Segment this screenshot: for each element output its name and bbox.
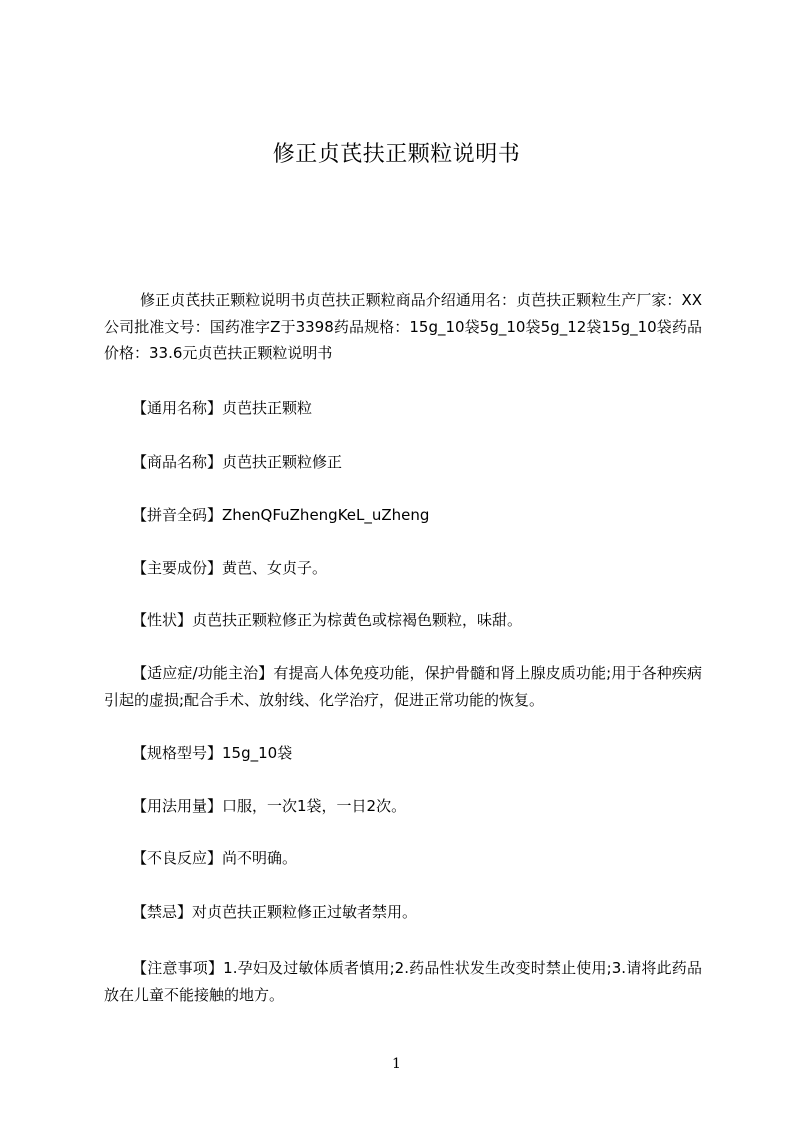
item-value: 有提高人体免疫功能，保护骨髓和肾上腺皮质功能;用于各种疾病引起的虚损;配合手术、放射线、化学治疗，促进正常功能的恢复。 [104,664,702,709]
item-trade-name [104,449,702,476]
item-label: 【规格型号】 [132,744,223,762]
item-value: 贞芭扶正颗粒 [222,399,313,417]
item-specification [104,740,702,767]
item-precautions [104,955,702,1009]
item-label: 【不良反应】 [132,849,223,867]
item-label: 【禁忌】 [132,903,193,921]
item-label: 【主要成份】 [132,559,223,577]
item-appearance [104,607,702,634]
item-value: ZhenQFuZhengKeL_uZheng [222,506,430,524]
document-title: 修正贞芪扶正颗粒说明书 [272,142,521,167]
item-dosage [104,793,702,820]
item-adverse-reactions [104,845,702,872]
item-label: 【注意事项】 [132,959,224,977]
item-indications [104,660,702,714]
item-label: 【通用名称】 [132,399,223,417]
item-pinyin [104,502,702,529]
item-generic-name [104,395,702,422]
item-label: 【拼音全码】 [132,506,223,524]
item-value: 贞芭扶正颗粒修正为棕黄色或棕褐色颗粒，味甜。 [192,611,523,629]
item-value: 尚不明确。 [222,849,298,867]
item-label: 【商品名称】 [132,453,223,471]
item-label: 【用法用量】 [132,797,223,815]
item-label: 【适应症/功能主治】 [132,664,274,682]
intro-paragraph: 修正贞芪扶正颗粒说明书贞芭扶正颗粒商品介绍通用名：贞芭扶正颗粒生产厂家：XX公司批准文号：国药准字Z于3398药品规格：15g_10袋5g_10袋5g_12袋15g_10袋药品价格：33.6元贞芭扶正颗粒说明书 [104,291,702,362]
item-value: 口服，一次1袋，一日2次。 [222,797,407,815]
page-number: 1 [392,1056,401,1072]
item-contraindications [104,899,702,926]
item-value: 1.孕妇及过敏体质者慎用;2.药品性状发生改变时禁止使用;3.请将此药品放在儿童不能接触的地方。 [104,959,702,1004]
item-value: 对贞芭扶正颗粒修正过敏者禁用。 [192,903,418,921]
item-ingredients [104,555,702,582]
item-value: 黄芭、女贞子。 [222,559,328,577]
item-value: 贞芭扶正颗粒修正 [222,453,343,471]
item-label: 【性状】 [132,611,193,629]
item-value: 15g_10袋 [222,744,293,762]
